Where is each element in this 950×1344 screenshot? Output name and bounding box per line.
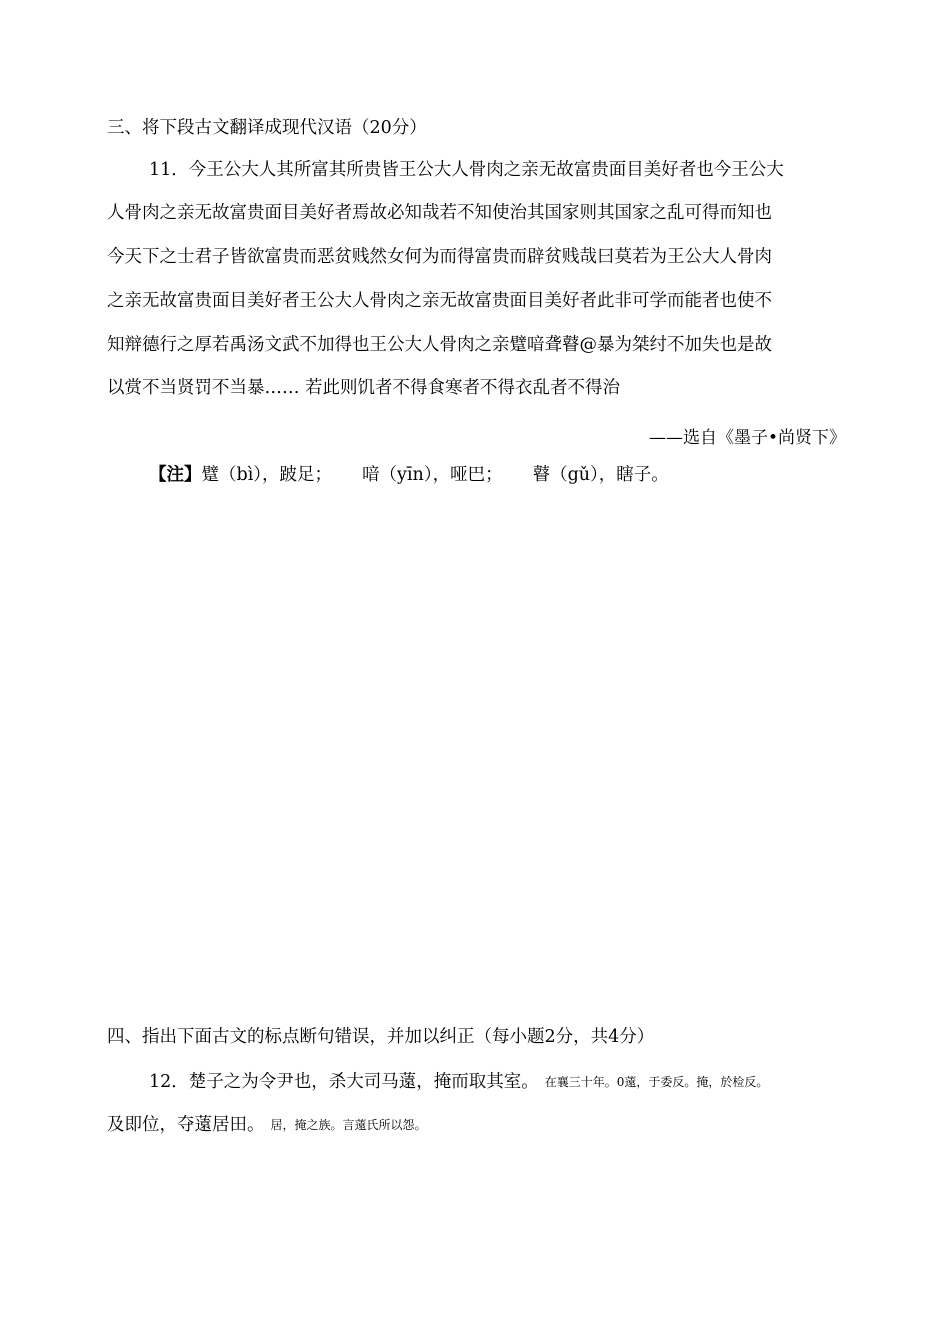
q11-line-4: 之亲无故富贵面目美好者王公大人骨肉之亲无故富贵面目美好者此非可学而能者也使不 (107, 291, 772, 311)
note-item-3: 瞽（gǔ），瞎子。 (532, 465, 669, 485)
note-line (149, 467, 669, 485)
q12-text-1: 12．楚子之为令尹也，杀大司马薳，掩而取其室。 (149, 1072, 539, 1092)
source-attribution: ——选自《墨子•尚贤下》 (648, 428, 846, 448)
q12-annotation-2: 居，掩之族。言薳氏所以怨。 (270, 1118, 427, 1132)
q12-annotation-1: 在襄三十年。0薳，于委反。掩，於检反。 (544, 1075, 769, 1089)
section3-heading: 三、将下段古文翻译成现代汉语（20分） (107, 118, 427, 138)
q11-line-6: 以赏不当贤罚不当暴…… 若此则饥者不得食寒者不得衣乱者不得治 (107, 378, 621, 398)
q11-line-3: 今天下之士君子皆欲富贵而恶贫贱然女何为而得富贵而辟贫贱哉曰莫若为王公大人骨肉 (107, 247, 772, 267)
note-item-1: 躄（bì），跛足； (201, 465, 333, 485)
q11-line-5: 知辩德行之厚若禹汤文武不加得也王公大人骨肉之亲躄喑聋瞽@暴为桀纣不加失也是故 (107, 335, 772, 355)
section4-heading: 四、指出下面古文的标点断句错误，并加以纠正（每小题2分，共4分） (107, 1027, 655, 1047)
q12-line-1 (149, 1074, 768, 1092)
q12-text-2: 及即位，夺薳居田。 (107, 1115, 265, 1135)
q12-line-2 (107, 1117, 427, 1135)
q11-line-1: 11．今王公大人其所富其所贵皆王公大人骨肉之亲无故富贵面目美好者也今王公大 (149, 160, 784, 180)
note-item-2: 喑（yīn），哑巴； (362, 465, 503, 485)
note-label: 【注】 (149, 465, 202, 485)
q11-line-2: 人骨肉之亲无故富贵面目美好者焉故必知哉若不知使治其国家则其国家之乱可得而知也 (107, 203, 772, 223)
